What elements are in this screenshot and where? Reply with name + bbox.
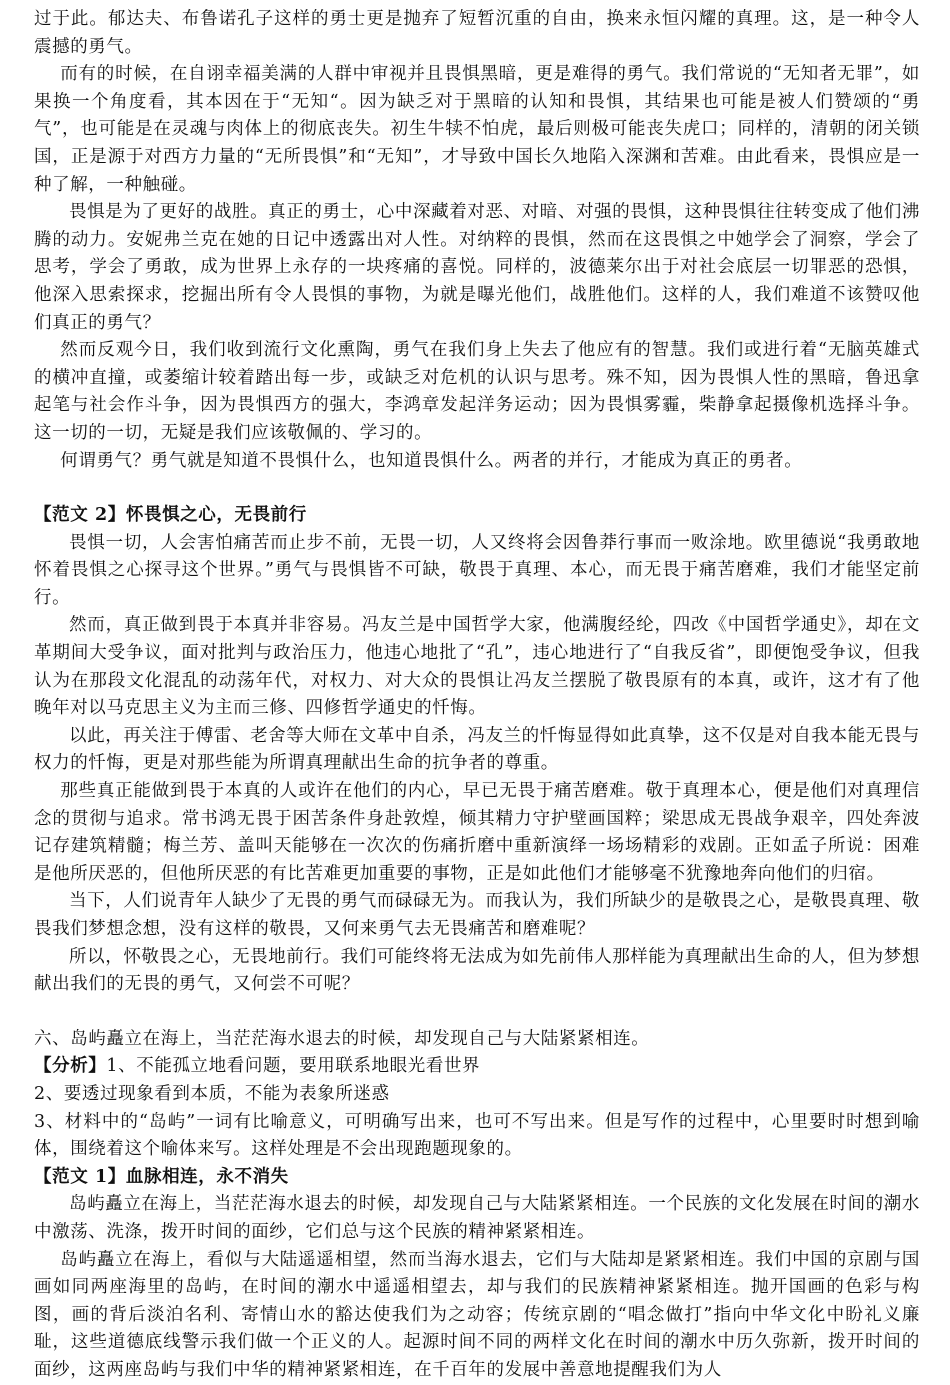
essay1-paragraph-4: 然而反观今日，我们收到流行文化熏陶，勇气在我们身上失去了他应有的智慧。我们或进行着“无脑英雄式的横冲直撞，或萎缩计较着踏出每一步，或缺乏对危机的认识与思考。殊不知，因为畏惧人性的黑暗，鲁迅拿起笔与社会作斗争，因为畏惧西方的强大，李鸿章发起洋务运动；因为畏惧雾霾，柴静拿起摄像机选择斗争。这一切的一切，无疑是我们应该敬佩的、学习的。 xyxy=(34,340,920,443)
essay1-paragraph-1: 过于此。郁达夫、布鲁诺孔子这样的勇士更是抛弃了短暂沉重的自由，换来永恒闪耀的真理。这，是一种令人震撼的勇气。 xyxy=(34,9,920,57)
essay2-paragraph-4: 那些真正能做到畏于本真的人或许在他们的内心，早已无畏于痛苦磨难。敬于真理本心，便是他们对真理信念的贯彻与追求。常书鸿无畏于困苦条件身赴敦煌，倾其精力守护壁画国粹；梁思成无畏战争艰辛，四处奔波记存建筑精髓；梅兰芳、盖叫天能够在一次次的伤痛折磨中重新演绎一场场精彩的戏剧。正如孟子所说：困难是他所厌恶的，但他所厌恶的有比苦难更加重要的事物，正是如此他们才能够毫不犹豫地奔向他们的归宿。 xyxy=(34,781,920,884)
topic6-analysis-line-1 xyxy=(34,1053,920,1081)
essay2-heading-label: 【范文 2】 xyxy=(34,505,126,526)
essay3-heading-title: 血脉相连，永不消失 xyxy=(125,1166,289,1187)
essay3-heading-label: 【范文 1】 xyxy=(34,1166,126,1187)
essay1-paragraph-2: 而有的时候，在自诩幸福美满的人群中审视并且畏惧黑暗，更是难得的勇气。我们常说的“无知者无罪”，如果换一个角度看，其本因在于“无知“。因为缺乏对于黑暗的认知和畏惧，其结果也可能是被人们赞颂的“勇气”，也可能是在灵魂与肉体上的彻底丧失。初生牛犊不怕虎，最后则极可能丧失虎口；同样的，清朝的闭关锁国，正是源于对西方力量的“无所畏惧”和“无知”，才导致中国长久地陷入深渊和苦难。由此看来，畏惧应是一种了解，一种触碰。 xyxy=(34,64,920,195)
analysis-point-2: 2、要透过现象看到本质，不能为表象所迷惑 xyxy=(34,1083,390,1104)
section-spacer xyxy=(34,999,920,1026)
essay2-paragraph-3: 以此，再关注于傅雷、老舍等大师在文革中自杀，冯友兰的忏悔显得如此真挚，这不仅是对自我本能无畏与权力的忏悔，更是对那些能为所谓真理献出生命的抗争者的尊重。 xyxy=(34,725,920,774)
essay1-paragraph-5: 何谓勇气？勇气就是知道不畏惧什么，也知道畏惧什么。两者的并行，才能成为真正的勇者。 xyxy=(60,450,803,471)
essay3-paragraph-2: 岛屿矗立在海上，看似与大陆遥遥相望，然而当海水退去，它们与大陆却是紧紧相连。我们中国的京剧与国画如同两座海里的岛屿，在时间的潮水中遥遥相望去，却与我们的民族精神紧紧相连。抛开国画的色彩与构图，画的背后淡泊名利、寄情山水的豁达使我们为之动容；传统京剧的“唱念做打”指向中华文化中盼礼义廉耻，这些道德底线警示我们做一个正义的人。起源时间不同的两样文化在时间的潮水中历久弥新，拨开时间的面纱，这两座岛屿与我们中华的精神紧紧相连，在千百年的发展中善意地提醒我们为人 xyxy=(34,1249,920,1380)
essay2-paragraph-1: 畏惧一切，人会害怕痛苦而止步不前，无畏一切，人又终将会因鲁莽行事而一败涂地。欧里德说“我勇敢地怀着畏惧之心探寻这个世界。”勇气与畏惧皆不可缺，敬畏于真理、本心，而无畏于痛苦磨难，我们才能坚定前行。 xyxy=(34,532,920,608)
essay2-paragraph-5: 当下，人们说青年人缺少了无畏的勇气而碌碌无为。而我认为，我们所缺少的是敬畏之心，是敬畏真理、敬畏我们梦想念想，没有这样的敬畏，又何来勇气去无畏痛苦和磨难呢？ xyxy=(34,891,920,939)
essay1-paragraph-3: 畏惧是为了更好的战胜。真正的勇士，心中深藏着对恶、对暗、对强的畏惧，这种畏惧往往转变成了他们沸腾的动力。安妮弗兰克在她的日记中透露出对人性。对纳粹的畏惧，然而在这畏惧之中她学会了洞察，学会了思考，学会了勇敢，成为世界上永存的一块疼痛的喜悦。同样的，波德莱尔出于对社会底层一切罪恶的恐惧，他深入思索探求，挖掘出所有令人畏惧的事物，为就是曝光他们，战胜他们。这样的人，我们难道不该赞叹他们真正的勇气？ xyxy=(34,202,920,333)
essay2-paragraph-2: 然而，真正做到畏于本真并非容易。冯友兰是中国哲学大家，他满腹经纶，四改《中国哲学通史》，却在文革期间大受争议，面对批判与政治压力，他违心地批了“孔”，违心地进行了“自我反省”，即便饱受争议，但我认为在那段文化混乱的动荡年代，对权力、对大众的畏惧让冯友兰摆脱了敬畏原有的本真，或许，这才有了他晚年对以马克思主义为主而三修、四修哲学通史的忏悔。 xyxy=(34,615,920,719)
essay3-heading xyxy=(34,1164,920,1192)
essay2-paragraph-6: 所以，怀敬畏之心，无畏地前行。我们可能终将无法成为如先前伟人那样能为真理献出生命的人，但为梦想献出我们的无畏的勇气，又何尝不可呢？ xyxy=(34,946,920,995)
essay3-paragraph-1: 岛屿矗立在海上，当茫茫海水退去的时候，却发现自己与大陆紧紧相连。一个民族的文化发展在时间的潮水中激荡、洗涤，拨开时间的面纱，它们总与这个民族的精神紧紧相连。 xyxy=(34,1194,920,1242)
analysis-point-3: 3、材料中的“岛屿”一词有比喻意义，可明确写出来，也可不写出来。但是写作的过程中，心里要时时想到喻体，围绕着这个喻体来写。这样处理是不会出现跑题现象的。 xyxy=(34,1111,920,1160)
section-spacer xyxy=(34,475,920,502)
analysis-label: 【分析】 xyxy=(34,1056,107,1077)
essay2-heading-title: 怀畏惧之心，无畏前行 xyxy=(125,505,307,526)
topic6-title: 六、岛屿矗立在海上，当茫茫海水退去的时候，却发现自己与大陆紧紧相连。 xyxy=(34,1028,650,1049)
analysis-point-1: 1、不能孤立地看问题，要用联系地眼光看世界 xyxy=(106,1056,481,1077)
essay2-heading xyxy=(34,502,920,530)
